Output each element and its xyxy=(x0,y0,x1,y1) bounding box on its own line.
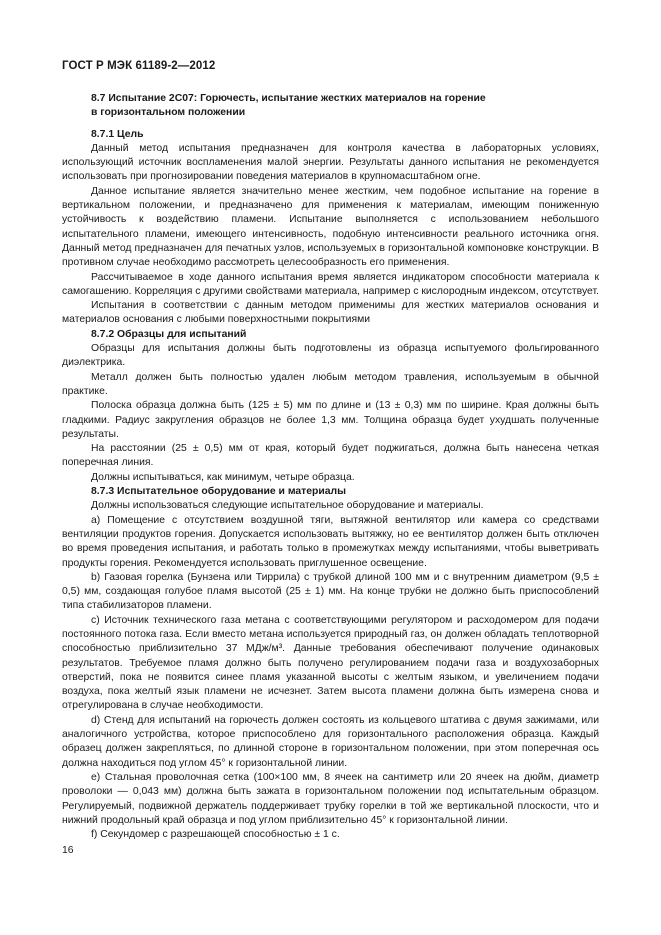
list-item-e: е) Стальная проволочная сетка (100×100 мм, 8 ячеек на сантиметр или 20 ячеек на дюйм, диаметр проволоки — 0,043 мм) должна быть зажата в горизонтальном положении под испытательным образцом. Регулируемый, подвижной держатель поддерживает трубку горелки в той же вертикальной плоскости, что и нижний продольный край образца и под углом приблизительно 45° к горизонтальной линии. xyxy=(62,771,599,826)
paragraph: Металл должен быть полностью удален любым методом травления, используемым в обычной практике. xyxy=(62,371,599,397)
subsection-heading-871: 8.7.1 Цель xyxy=(91,128,144,140)
document-header: ГОСТ Р МЭК 61189-2—2012 xyxy=(62,60,216,72)
section-title-line2: в горизонтальном положении xyxy=(91,107,246,119)
list-item-c: с) Источник технического газа метана с соответствующими регулятором и расходомером для подачи постоянного потока газа. Если вместо метана используется природный газ, он должен обладать теплотворной способностью приблизительно 37 МДж/м³. Данные требования обеспечивают получение одинаковых результатов. Требуемое пламя должно быть получено регулированием подачи газа и воздухозаборных отверстий, пока не появится синее пламя указанной высоты с желтым языком, и увеличением подачи воздуха, пока желтый язык пламени не исчезнет. Затем высота пламени должна быть измерена снова и отрегулирована в случае необходимости. xyxy=(62,614,599,712)
section-title-line1: 8.7 Испытание 2С07: Горючесть, испытание жестких материалов на горение xyxy=(91,93,486,104)
paragraph: Образцы для испытания должны быть подготовлены из образца испытуемого фольгированного диэлектрика. xyxy=(62,343,599,369)
list-item-f: f) Секундомер с разрешающей способностью ± 1 с. xyxy=(91,829,340,841)
list-item-b: b) Газовая горелка (Бунзена или Тиррила) с трубкой длиной 100 мм и с внутренним диаметром (9,5 ± 0,5) мм, создающая голубое пламя высотой (25 ± 1) мм. На конце трубки не должно быть приспособлений типа стабилизаторов пламени. xyxy=(62,571,599,612)
paragraph: Испытания в соответствии с данным методом применимы для жестких материалов основания и материалов основания с любыми поверхностными покрытиями xyxy=(62,300,599,326)
document-body xyxy=(62,92,599,842)
paragraph: Полоска образца должна быть (125 ± 5) мм по длине и (13 ± 0,3) мм по ширине. Края должны быть гладкими. Радиус закругления образцов не более 1,3 мм. Толщина образца будет ухудшать полученные результаты. xyxy=(62,400,599,440)
paragraph: Должны испытываться, как минимум, четыре образца. xyxy=(91,471,355,483)
subsection-heading-873: 8.7.3 Испытательное оборудование и материалы xyxy=(91,486,347,498)
paragraph: На расстоянии (25 ± 0,5) мм от края, который будет поджигаться, должна быть нанесена четкая поперечная линия. xyxy=(62,443,599,469)
list-item-d: d) Стенд для испытаний на горючесть должен состоять из кольцевого штатива с двумя зажимами, или аналогичного устройства, которое приспособлено для горизонтального расположения образца. Каждый образец должен закрепляться, по длинной стороне в горизонтальном положении, при этом поперечная ось должна находиться под углом 45° к горизонтальной линии. xyxy=(62,714,599,769)
paragraph: Должны использоваться следующие испытательное оборудование и материалы. xyxy=(91,500,484,512)
list-item-a: а) Помещение с отсутствием воздушной тяги, вытяжной вентилятор или камера со средствами вентиляции продуктов горения. Допускается использовать вытяжку, но ее вентилятор должен быть отключен во время проведения испытания, и работать только в промежутках между испытаниями, чтобы выветривать продукты горения. Рекомендуется использовать приглушенное освещение. xyxy=(62,514,599,569)
subsection-heading-872: 8.7.2 Образцы для испытаний xyxy=(91,328,247,340)
paragraph: Данный метод испытания предназначен для контроля качества в лабораторных условиях, использующий источник воспламенения малой энергии. Результаты данного испытания не рекомендуется использовать при прогнозировании поведения материалов в крупномасштабном огне. xyxy=(62,142,599,183)
page-number: 16 xyxy=(62,845,74,856)
paragraph: Данное испытание является значительно менее жестким, чем подобное испытание на горение в вертикальном положении, и предназначено для применения к материалам, имеющим пониженную устойчивость к воздействию пламени. Испытание выполняется с использованием небольшого испытательного пламени, имеющего интенсивность, подобную интенсивности реального источника огня. Данный метод предназначен для печатных узлов, используемых в горизонтальной компоновке конструкции. В противном случае необходимо рассмотреть целесообразность его применения. xyxy=(62,185,599,269)
paragraph: Рассчитываемое в ходе данного испытания время является индикатором способности материала к самогашению. Корреляция с другими свойствами материала, например с кислородным индексом, отсутствует. xyxy=(62,271,599,297)
